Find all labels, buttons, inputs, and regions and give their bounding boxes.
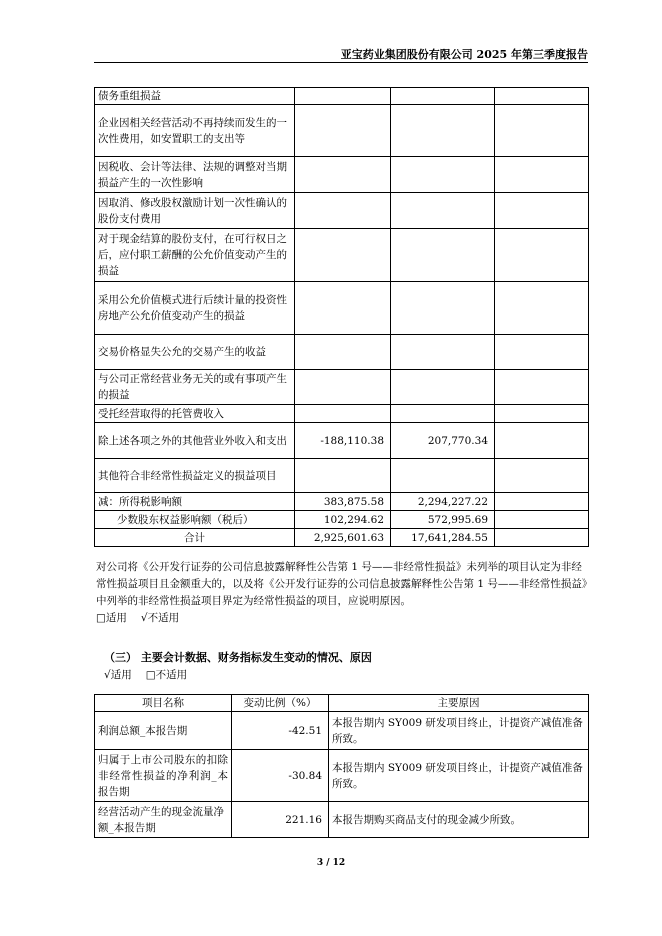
- row-value-ytd: 572,995.69: [391, 511, 495, 529]
- row-value-current: [295, 88, 391, 105]
- header-main-reason: 主要原因: [329, 695, 589, 712]
- row-value-ytd: [391, 405, 495, 423]
- row-value-current: -188,110.38: [295, 423, 391, 459]
- header-change-ratio: 变动比例（%）: [232, 695, 329, 712]
- table-row: [95, 405, 589, 423]
- row-value-ytd: 207,770.34: [391, 423, 495, 459]
- row-value-current: 2,925,601.63: [295, 529, 391, 547]
- section-title: （三） 主要会计数据、财务指标发生变动的情况、原因: [104, 651, 372, 664]
- row-label: 除上述各项之外的其他营业外收入和支出: [95, 423, 295, 459]
- table-row: [95, 229, 589, 282]
- row-value-ytd: [391, 370, 495, 405]
- item-name: 利润总额_本报告期: [95, 712, 232, 750]
- row-note: [495, 511, 589, 529]
- row-label: 合计: [95, 529, 295, 547]
- checkbox-applicable: □适用: [96, 612, 127, 624]
- row-note: [495, 335, 589, 370]
- row-value-ytd: [391, 282, 495, 335]
- row-value-current: [295, 459, 391, 493]
- checkbox-not-applicable: √不适用: [140, 612, 180, 624]
- row-value-ytd: [391, 193, 495, 229]
- change-ratio: -42.51: [232, 712, 329, 750]
- checkbox-not-applicable: □不适用: [145, 669, 188, 681]
- non-recurring-items-table: [94, 87, 589, 547]
- note-text: 对公司将《公开发行证券的公司信息披露解释性公告第 1 号——非经常性损益》未列举的项目认定为非经常性损益项目且金额重大的，以及将《公开发行证券的公司信息披露解释性公告第 1 号——非经常性损益》中列举的非经常性损益项目界定为经常性损益的项目，应说明原因。: [96, 561, 588, 607]
- item-name: 归属于上市公司股东的扣除非经常性损益的净利润_本报告期: [95, 750, 232, 802]
- row-note: [495, 105, 589, 157]
- table-row: [95, 493, 589, 511]
- table-row: [95, 88, 589, 105]
- page-number: 3 / 12: [316, 858, 346, 868]
- section-options: [96, 667, 590, 684]
- header-item-name: 项目名称: [95, 695, 232, 712]
- row-value-ytd: [391, 229, 495, 282]
- row-note: [495, 529, 589, 547]
- table-row: [95, 105, 589, 157]
- row-value-current: [295, 229, 391, 282]
- table-row: [95, 335, 589, 370]
- explanation-note: [96, 559, 590, 627]
- change-ratio: 221.16: [232, 802, 329, 838]
- table-row: [95, 282, 589, 335]
- main-reason: 本报告期内 SY009 研发项目终止，计提资产减值准备所致。: [329, 750, 589, 802]
- row-value-current: 383,875.58: [295, 493, 391, 511]
- row-value-current: [295, 193, 391, 229]
- change-ratio: -30.84: [232, 750, 329, 802]
- main-reason: 本报告期内 SY009 研发项目终止，计提资产减值准备所致。: [329, 712, 589, 750]
- row-note: [495, 282, 589, 335]
- change-reasons-table: [94, 694, 589, 838]
- report-header: 亚宝药业集团股份有限公司 2025 年第三季度报告: [340, 48, 588, 61]
- row-label: 对于现金结算的股份支付，在可行权日之后，应付职工薪酬的公允价值变动产生的损益: [95, 229, 295, 282]
- row-value-current: [295, 405, 391, 423]
- table-row: [95, 459, 589, 493]
- row-value-current: [295, 370, 391, 405]
- main-reason: 本报告期购买商品支付的现金减少所致。: [329, 802, 589, 838]
- note-options: [96, 610, 590, 627]
- row-label: 受托经营取得的托管费收入: [95, 405, 295, 423]
- table-row: [95, 712, 589, 750]
- row-note: [495, 157, 589, 193]
- row-note: [495, 229, 589, 282]
- row-label: 因取消、修改股权激励计划一次性确认的股份支付费用: [95, 193, 295, 229]
- row-value-current: [295, 335, 391, 370]
- row-note: [495, 370, 589, 405]
- table-row: [95, 802, 589, 838]
- row-note: [495, 88, 589, 105]
- row-value-ytd: 2,294,227.22: [391, 493, 495, 511]
- table-header-row: [95, 695, 589, 712]
- table-row: [95, 511, 589, 529]
- table-row: [95, 750, 589, 802]
- row-value-ytd: [391, 335, 495, 370]
- row-note: [495, 405, 589, 423]
- table-row: [95, 370, 589, 405]
- row-label: 交易价格显失公允的交易产生的收益: [95, 335, 295, 370]
- row-value-ytd: 17,641,284.55: [391, 529, 495, 547]
- row-value-current: [295, 157, 391, 193]
- table-row-total: [95, 529, 589, 547]
- row-value-ytd: [391, 157, 495, 193]
- row-label: 企业因相关经营活动不再持续而发生的一次性费用，如安置职工的支出等: [95, 105, 295, 157]
- row-label: 其他符合非经常性损益定义的损益项目: [95, 459, 295, 493]
- row-label: 债务重组损益: [95, 88, 295, 105]
- item-name: 经营活动产生的现金流量净额_本报告期: [95, 802, 232, 838]
- header-divider: [94, 62, 588, 63]
- row-value-current: 102,294.62: [295, 511, 391, 529]
- row-note: [495, 423, 589, 459]
- row-note: [495, 493, 589, 511]
- row-label: 采用公允价值模式进行后续计量的投资性房地产公允价值变动产生的损益: [95, 282, 295, 335]
- table-row: [95, 193, 589, 229]
- row-value-ytd: [391, 105, 495, 157]
- row-value-current: [295, 105, 391, 157]
- row-value-ytd: [391, 459, 495, 493]
- row-value-ytd: [391, 88, 495, 105]
- row-note: [495, 193, 589, 229]
- row-value-current: [295, 282, 391, 335]
- row-label: 因税收、会计等法律、法规的调整对当期损益产生的一次性影响: [95, 157, 295, 193]
- row-label: 与公司正常经营业务无关的或有事项产生的损益: [95, 370, 295, 405]
- row-label: 减：所得税影响额: [95, 493, 295, 511]
- table-row: [95, 423, 589, 459]
- row-label: 少数股东权益影响额（税后）: [95, 511, 295, 529]
- table-row: [95, 157, 589, 193]
- checkbox-applicable: √适用: [104, 669, 132, 681]
- row-note: [495, 459, 589, 493]
